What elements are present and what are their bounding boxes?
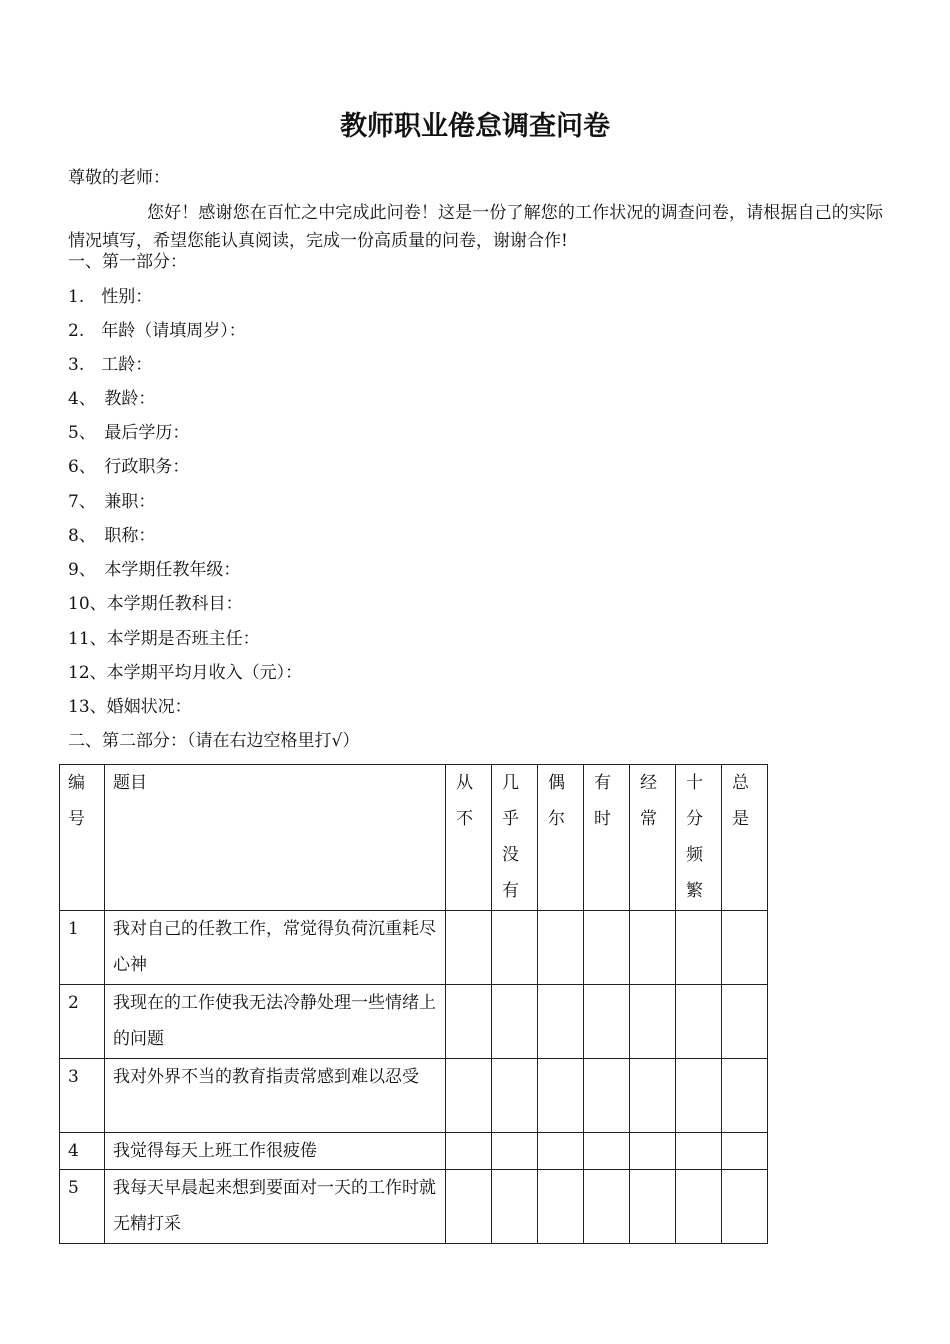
answer-cell[interactable]: [584, 1170, 630, 1244]
field-income: 12、本学期平均月收入（元）：: [68, 663, 303, 683]
intro-text: 您好！感谢您在百忙之中完成此问卷！这是一份了解您的工作状况的调查问卷，请根据自己的实际情况填写，希望您能认真阅读，完成一份高质量的问卷，谢谢合作!: [68, 203, 883, 251]
answer-cell[interactable]: [538, 1133, 584, 1170]
header-option-occasionally: 偶尔: [538, 765, 584, 911]
answer-cell[interactable]: [722, 911, 768, 985]
answer-cell[interactable]: [630, 985, 676, 1059]
part1-heading: 一、第一部分：: [68, 252, 187, 272]
answer-cell[interactable]: [492, 1059, 538, 1133]
greeting: 尊敬的老师：: [68, 168, 170, 188]
answer-cell[interactable]: [492, 911, 538, 985]
answer-cell[interactable]: [630, 1170, 676, 1244]
field-title: 8、 职称：: [68, 526, 156, 546]
answer-cell[interactable]: [492, 1170, 538, 1244]
field-part-time: 7、 兼职：: [68, 492, 156, 512]
header-num: 编号: [60, 765, 105, 911]
answer-cell[interactable]: [630, 911, 676, 985]
field-education: 5、 最后学历：: [68, 423, 190, 443]
field-admin-post: 6、 行政职务：: [68, 457, 190, 477]
header-option-often: 经常: [630, 765, 676, 911]
answer-cell[interactable]: [584, 1133, 630, 1170]
row-num: 3: [60, 1059, 105, 1133]
header-option-almost-never: 几乎没有: [492, 765, 538, 911]
row-topic: 我每天早晨起来想到要面对一天的工作时就无精打采: [105, 1170, 446, 1244]
survey-table: [59, 764, 768, 1244]
table-row: [60, 1133, 768, 1170]
answer-cell[interactable]: [538, 1059, 584, 1133]
answer-cell[interactable]: [446, 1170, 492, 1244]
row-num: 1: [60, 911, 105, 985]
answer-cell[interactable]: [676, 985, 722, 1059]
row-num: 5: [60, 1170, 105, 1244]
intro-paragraph: [68, 199, 883, 255]
header-option-always: 总是: [722, 765, 768, 911]
field-subject: 10、本学期任教科目：: [68, 594, 243, 614]
answer-cell[interactable]: [538, 911, 584, 985]
answer-cell[interactable]: [446, 985, 492, 1059]
page-title: 教师职业倦怠调查问卷: [340, 111, 610, 142]
answer-cell[interactable]: [584, 911, 630, 985]
answer-cell[interactable]: [446, 1059, 492, 1133]
field-grade: 9、 本学期任教年级：: [68, 560, 241, 580]
answer-cell[interactable]: [722, 1059, 768, 1133]
answer-cell[interactable]: [538, 985, 584, 1059]
header-topic: 题目: [105, 765, 446, 911]
table-row: [60, 1059, 768, 1133]
row-topic: 我现在的工作使我无法冷静处理一些情绪上的问题: [105, 985, 446, 1059]
answer-cell[interactable]: [492, 1133, 538, 1170]
answer-cell[interactable]: [676, 1059, 722, 1133]
answer-cell[interactable]: [722, 1133, 768, 1170]
table-header-row: [60, 765, 768, 911]
field-gender: 1. 性别：: [68, 287, 153, 307]
answer-cell[interactable]: [584, 1059, 630, 1133]
answer-cell[interactable]: [676, 1170, 722, 1244]
header-option-never: 从不: [446, 765, 492, 911]
answer-cell[interactable]: [676, 911, 722, 985]
row-num: 2: [60, 985, 105, 1059]
field-marital: 13、婚姻状况：: [68, 697, 192, 717]
answer-cell[interactable]: [722, 985, 768, 1059]
row-topic: 我觉得每天上班工作很疲倦: [105, 1133, 446, 1170]
answer-cell[interactable]: [630, 1059, 676, 1133]
answer-cell[interactable]: [630, 1133, 676, 1170]
answer-cell[interactable]: [446, 1133, 492, 1170]
answer-cell[interactable]: [492, 985, 538, 1059]
answer-cell[interactable]: [722, 1170, 768, 1244]
answer-cell[interactable]: [446, 911, 492, 985]
field-work-years: 3. 工龄：: [68, 355, 153, 375]
field-head-teacher: 11、本学期是否班主任：: [68, 629, 260, 649]
answer-cell[interactable]: [584, 985, 630, 1059]
table-row: [60, 1170, 768, 1244]
answer-cell[interactable]: [538, 1170, 584, 1244]
part2-heading: 二、第二部分：（请在右边空格里打√）: [68, 731, 360, 751]
header-option-sometimes: 有时: [584, 765, 630, 911]
row-topic: 我对外界不当的教育指责常感到难以忍受: [105, 1059, 446, 1133]
answer-cell[interactable]: [676, 1133, 722, 1170]
table-row: [60, 911, 768, 985]
header-option-very-often: 十分频繁: [676, 765, 722, 911]
row-topic: 我对自己的任教工作，常觉得负荷沉重耗尽心神: [105, 911, 446, 985]
row-num: 4: [60, 1133, 105, 1170]
field-teaching-years: 4、 教龄：: [68, 389, 156, 409]
field-age: 2. 年龄（请填周岁）：: [68, 321, 246, 341]
table-row: [60, 985, 768, 1059]
